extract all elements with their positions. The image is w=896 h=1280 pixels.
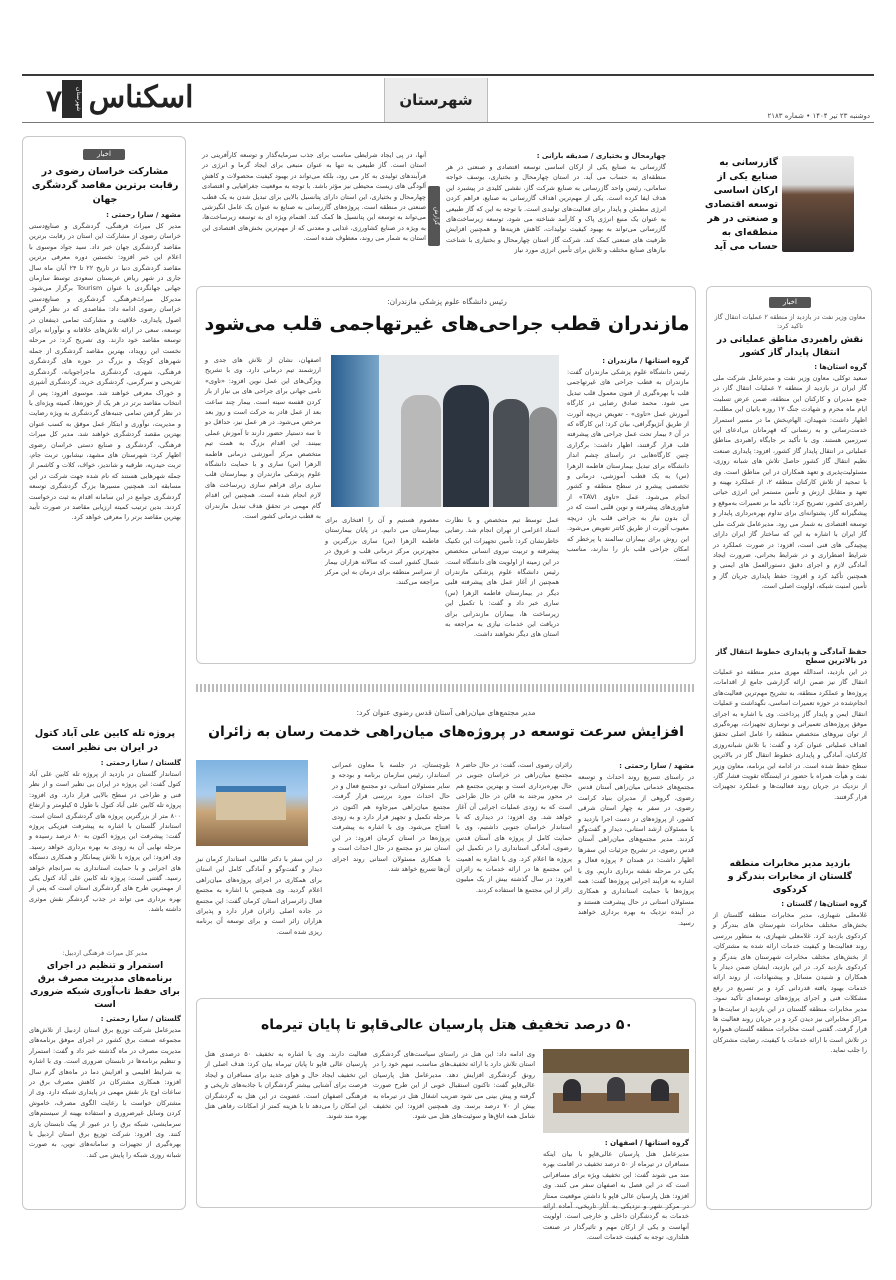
lead-text-col-2: آنها، در پی ایجاد شرایطی مناسب برای جذب سرمایه‌گذار و توسعه کارآفرینی در استان است. گاز طبیعی به تنها به عنوان منبعی برای ایجاد گرما و انرژی در فرآیندهای تولیدی به کار می رود، بلکه می‌تواند در بهبود کیفیت محصولات و کاهش آلودگی های زیست محیطی نیز مؤثر باشد. با توجه به موقعیت جغرافیایی و اقتصادی چهارمحال و بختیاری، این استان دارای پتانسیل بالایی برای تبدیل شدن به یک قطب صنعتی در منطقه است. پروژه‌های گازرسانی به صنایع به عنوان یک عامل انگیزشی می‌تواند به توسعه این پتانسیل ها کمک کند. اهتمام ویژه ای به توسعه زیرساخت‌ها، به ویژه در صنایع کشاورزی، غذایی و معدنی که از مهم‌ترین بخش‌های اقتصادی این استان به شمار می روند، معطوف شده است.	[202, 151, 426, 243]
left-story-3-kicker: مدیر کل میراث فرهنگی اردبیل:	[62, 949, 148, 957]
right-story-2-body: غلامعلی شهبازی، مدیر مخابرات منطقه گلستان از بخش‌های مختلف مخابرات شهرستان های بندرگز و کردکوی بازدید کرد. غلامعلی شهبازی، به منظور بررسی روند فعالیت‌ها و کیفیت خدمات ارائه شده به مشترکان، از بخش‌های مختلف مخابرات شهرستان های بندرگز و کردکوی بازدید کرد. در این بازدید، ایشان ضمن دیدار با همکاران و شنیدن مسائل و پیشنهادات، از روند ارائه خدمات بهبود یافته قدردانی کرد و بر تسریع در رفع مشکلات فنی و اجرای پروژه‌های توسعه‌ای تأکید نمود. مدیر مخابرات منطقه گلستان در این بازدید از سایت‌ها و مراکز مخابراتی نیز دیدن کرد و در جریان روند فعالیت ها قرار گرفت. گفتنی است مخابرات منطقه گلستان همواره در تلاش است با ارائه خدمات با کیفیت، رضایت مشترکان را جلب نماید.	[713, 911, 867, 1055]
hotel-text-col-1: مدیرعامل هتل پارسیان عالی‌قاپو با بیان اینکه مسافران در تیرماه از ۵۰ درصد تخفیف در اقامت بهره مند می شوند گفت: این تخفیف ویژه برای مسافرانی است که در این فصل به اصفهان سفر می کنند. وی افزود: هتل پارسیان عالی قاپو با داشتن موقعیت ممتاز در مرکز شهر و نزدیکی به آثار تاریخی، آماده ارائه خدمات به گردشگران داخلی و خارجی است. اولویت آنهاست و یکی از ارکان مهم و تاثیرگذار در صنعت هتلداری، توجه به کیفیت خدمات است.	[543, 1150, 689, 1242]
lead-text-col-1: گازرسانی به صنایع یکی از ارکان اساسی توسعه اقتصادی و صنعتی در هر منطقه‌ای به حساب می آید. در استان چهارمحال و بختیاری، یوسف خواجه سامانی، رئیس واحد گازرسانی به صنایع شرکت گاز، نقشی کلیدی در پیشبرد این هدف ایفا کرده است. یکی از مهم‌ترین اهداف گازرسانی به صنایع، فراهم کردن انرژی مطمئن و پایدار برای فعالیت‌های تولیدی است. با توجه به این که گاز طبیعی به عنوان یک منبع انرژی پاک و کارآمد شناخته می شود، توسعه زیرساخت‌های گازرسانی می‌تواند به بهبود کیفیت تولیدات، کاهش هزینه‌ها و همچنین افزایش ظرفیت های صنعتی کمک کند. شرکت گاز استان چهارمحال و بختیاری با شناخت نیازهای صنایع مختلف و تلاش برای تأمین انرژی مورد نیاز	[446, 163, 666, 255]
tourism-text-col-4: در این سفر با دکتر طالبی، استاندار کرمان نیز دیدار و گفت‌وگو و آمادگی کامل این استان برای همکاری در اجرای پروژه‌های میان‌راهی اعلام گردید. وی همچنین با اشاره به مجتمع فعال زائرسرای استان کرمان گفت: این مجتمع در جاده اصلی زائران قرار دارد و پذیرای هزاران زائر است و برای توسعه آن برنامه ریزی شده است.	[196, 855, 322, 936]
left-news-column	[22, 136, 186, 1210]
tourism-col-2	[456, 760, 572, 986]
heart-text-col-2: عمل توسط تیم متخصص و با نظارت استاد اعزامی از تهران انجام شد. رضایی خاطرنشان کرد: تأمین تجهیزات این تکنیک پیشرفته و تربیت نیروی انسانی متخصص در این زمینه از اولویت های دانشگاه است. رئیس دانشگاه علوم پزشکی مازندران همچنین از آغاز عمل های پیشرفته قلبی دیگر در بیمارستان فاطمه الزهرا (س) ساری خبر داد و گفت: با تکمیل این زیرساخت ها، بیماران مازندرانی برای دریافت این خدمات نیازی به مراجعه به استان های دیگر نخواهند داشت.	[445, 516, 559, 639]
right-column-tab: اخبار	[769, 297, 811, 308]
right-story-1-byline: گروه استان‌ها :	[814, 363, 867, 371]
heart-photo-person-4	[529, 407, 557, 507]
tourism-photo	[196, 760, 308, 846]
right-news-column	[706, 286, 872, 1210]
heart-title: مازندران قطب جراحی‌های غیرتهاجمی قلب می‌شود	[204, 313, 690, 335]
right-story-2-title: بازدید مدیر مخابرات منطقه گلستان از مخابرات بندرگز و کردکوی	[727, 859, 852, 895]
lead-portrait	[782, 156, 854, 252]
right-story-1-body: سعید توکلی، معاون وزیر نفت و مدیرعامل شرکت ملی گاز ایران در بازدید از منطقه ۲ عملیات انتقال گاز، در جمع مدیران و کارکنان این منطقه، ضمن عرض تسلیت ایام ماه محرم و شهادت جنگ ۱۲ روزه بانیان این مطلب، اظهار داشت: شهیدان، الهام‌بخش ما در مسیر استمرار خدمت‌رسانی و به رنسانی که قهرمانان بی‌ادعای این سرزمین هستند. وی با تأکید بر جایگاه راهبردی مناطق عملیاتی در انتقال پایدار گاز کشور، افزود: پایداری صنعت نظیم انتقال گاز کشور حاصل تلاش های شبانه روزی، مسئولیت‌پذیری و تعهد همکاران در این مناطق است. وی با تمجید از تلاش کارکنان منطقه ۲، از عملکرد بهینه و تعهد و متقابل ارزش و تأمین مستمر این انرژی حیاتی راهبردی کشور، تصریح کرد: تأکید ما بر تعمیرات به‌موقع و پیشگیرانه گاز، پشتوانه‌ای برای تداوم بهره‌برداری پایدار و توسعه اقتصادی به شمار می رود. مدیرعامل شرکت ملی گاز ایران با اشاره به این که ساختار گاز ایران دارای پیچیدگی های فنی است، افزود: در صورت عملکرد در شرایط اضطراری و در شرایط بحرانی، ضرورت ایجاد آمادگی لازم و اجرای دقیق دستورالعمل های ایمنی و همچنین تأکید کرد و افزود: حفظ پایداری جریان گاز و تأمین امنیت شبکه، اولویت اصلی است.	[713, 374, 867, 591]
left-story-1-title: مشارکت خراسان رضوی در رقابت برترین مقاصد گردشگری جهان	[31, 166, 179, 205]
left-story-3-byline: گلستان / سارا رحمتی :	[100, 1015, 181, 1023]
hotel-col-2	[373, 1049, 535, 1203]
right-story-1-title: نقش راهبردی مناطق عملیاتی در انتقال پایدار گاز کشور	[716, 335, 864, 358]
lead-title: گازرسانی به صنایع یکی از ارکان اساسی توسعه اقتصادی و صنعتی در هر منطقه‌ای به حساب می آید	[704, 157, 778, 252]
hotel-photo-person-3	[651, 1079, 669, 1101]
tourism-title: افزایش سرعت توسعه در پروژه‌های میان‌راهی خدمت رسان به زائران	[208, 724, 684, 740]
hotel-photo-person-2	[607, 1077, 625, 1101]
left-story-1	[29, 165, 181, 605]
right-story-2	[713, 855, 867, 1205]
lead-side-label: گزارش	[428, 186, 440, 246]
tourism-photo-building	[216, 786, 286, 820]
lead-byline: چهارمحال و بختیاری / صدیقه بارانی :	[536, 152, 666, 160]
heart-photo	[331, 355, 559, 507]
section-name: شهرستان	[384, 78, 488, 122]
heart-text-col-1: رئیس دانشگاه علوم پزشکی مازندران گفت: مازندران به قطب جراحی های غیرتهاجمی قلب با بهره‌گیری از فنون معمول قلب تبدیل می شود. محمد صادق رضایی در کارگاه آموزش عمل «تاوی» - تعویض دریچه آئورت از طریق آنژیوگرافی، بیان کرد: این کارگاه که در آن ۶ بیمار تحت عمل جراحی های پیشرفته قلب قرار گرفتند، اظهار داشت: برگزاری چنین کارگاه‌هایی در راستای چشم انداز دانشگاه برای تبدیل بیمارستان فاطمه الزهرا (س) به یک قطب آموزشی، درمانی و تخصصی پیشرو در سطح منطقه و کشور انجام می‌شود. عمل «تاوی TAVI» از فناوری‌های پیشرفته و نوین قلبی است که در آن بدون نیاز به جراحی قلب باز، دریچه معیوب آئورت از طریق کاتتر تعویض می‌شود. این روش برای بیماران سالمند یا پرخطر که امکان جراحی قلب باز را ندارند، مناسب است.	[567, 368, 689, 564]
left-story-2-body: استاندار گلستان در بازدید از پروژه تله کابین علی آباد کتول گفت: این پروژه در ایران بی نظیر است و از نظر فنی و طراحی در سطح بالایی قرار دارد. وی افزود: پروژه تله کابین علی آباد کتول با طول ۵ کیلومتر و ارتفاع ۸۰۰ متر از بزرگترین پروژه های گردشگری استان است. استاندار گلستان با اشاره به پیشرفت فیزیکی پروژه گفت: پیشرفت این پروژه اکنون به ۸۰ درصد رسیده و مرحله نهایی آن به زودی به بهره برداری خواهد رسید. وی افزود: این پروژه با تلاش پیمانکار و همکاری دستگاه های اجرایی و با حمایت استانداری به سرانجام خواهد رسید. گفتنی است: پروژه تله کابین علی آباد کتول یکی از مهمترین طرح های گردشگری استان است که پس از بهره برداری می تواند در جذب گردشگر نقش موثری داشته باشد.	[29, 770, 181, 914]
masthead-rule-bottom	[22, 122, 874, 123]
hotel-photo-person-1	[563, 1079, 581, 1101]
hotel-title-number: ۵۰	[615, 1017, 633, 1033]
hotel-photo	[543, 1049, 689, 1133]
heart-col-2	[445, 515, 559, 655]
right-story-1-kicker: معاون وزیر نفت در بازدید از منطقه ۲ عملیات انتقال گاز تاکید کرد:	[714, 313, 866, 330]
left-story-2-byline: گلستان / سارا رحمتی :	[100, 759, 181, 767]
tourism-byline: مشهد / سارا رحمتی :	[619, 762, 694, 770]
hotel-col-3	[205, 1049, 367, 1203]
tourism-text-col-1: در راستای تسریع روند احداث و توسعه مجتمع‌های خدماتی میان‌راهی آستان قدس رضوی، گروهی از مدیران بنیاد کرامت رضوی، در سفر به چهار استان شرقی کشور، از پروژه‌های در دست اجرا بازدید و با مسئولان ارشد استانی، دیدار و گفت‌وگو کردند. مدیر مجتمع‌های میان‌راهی آستان قدس رضوی، در تشریح جزئیات این سفرها اظهار داشت: در همدان ۶ پروژه فعال و یکی در مرحله نقشه برداری داریم. وی با اشاره به فرآیند اجرایی پروژه‌ها گفت: همه پروژه‌ها با حمایت استانداری و همکاری مسئولان استانی در حال پیشرفت هستند و در آینده نزدیک به بهره برداری خواهند رسید.	[578, 773, 694, 927]
lead-story	[196, 136, 872, 276]
heart-byline: گروه استانها / مازندران :	[602, 357, 689, 365]
lead-col-2	[202, 150, 426, 270]
left-story-2-title: پروژه تله کابین علی آباد کتول در ایران بی نظیر است	[34, 728, 176, 753]
tourism-story	[196, 674, 696, 990]
dateline: دوشنبه ۲۳ تیر ۱۴۰۴ • شماره ۲۱۸۳	[767, 112, 870, 120]
left-story-3-body: مدیرعامل شرکت توزیع برق استان اردبیل از تلاش‌های مجموعه صنعت برق کشور در اجرای موفق برنامه‌های مدیریت مصرف در ماه گذشته خبر داد و گفت: استمرار و تنظیم برنامه‌ها در تابستان ضروری است. وی با اشاره به شرایط اقلیمی و افزایش دما در ماه‌های گرم سال افزود: همکاری مشترکان در کاهش مصرف برق در ساعات اوج بار نقش مهمی در پایداری شبکه دارد. وی از مشترکان خواست با رعایت الگوی مصرف، خاموش کردن وسایل غیرضروری و استفاده بهینه از سیستم‌های سرمایشی، شبکه برق را در عبور از پیک تابستان یاری کنند. وی افزود: شرکت توزیع برق استان اردبیل با بهره‌گیری از تجهیزات و سامانه‌های نوین، به صورت شبانه روزی شبکه را پایش می کند.	[29, 1026, 181, 1159]
hotel-text-col-3: فعالیت دارند. وی با اشاره به تخفیف ۵۰ درصدی هتل پارسیان عالی قاپو تا پایان تیرماه بیان کرد: هدف اصلی از این تخفیف ایجاد حال و هوای جدید برای مسافران و ایجاد فرصت برای آشنایی بیشتر گردشگران با جاذبه‌های تاریخی و فرهنگی اصفهان است. عضویت در این هتل به گردشگران این امکان را می‌دهد تا با هزینه کمتر از امکانات رفاهی هتل بهره مند شوند.	[205, 1050, 367, 1121]
left-story-1-byline: مشهد / سارا رحمتی :	[106, 211, 181, 219]
heart-photo-person-2	[443, 385, 489, 507]
heart-text-col-3: معصوم هستیم و آن را افتخاری برای بیمارستان می دانیم. در پایان بیمارستان فاطمه الزهرا (س) ساری بزرگترین و مجهزترین مرکز درمانی قلب و عروق در شمال کشور است که سالانه هزاران بیمار از سراسر منطقه برای درمان به این مرکز مراجعه می‌کنند.	[325, 516, 439, 587]
right-story-1-body-2: در این بازدید، اسدالله مهری مدیر منطقه دو عملیات انتقال گاز نیز ضمن ارائه گزارشی جامع از اقدامات، پروژه‌ها و عملکرد منطقه، به تشریح مهم‌ترین فعالیت‌های انجام‌شده در حوزه تعمیرات اساسی، نگهداشت و عملیات انتقال ایمن و پایدار گاز پرداخت. وی با اشاره به اجرای موفق پروژه‌های تعمیراتی و نوسازی تجهیزات، بهره‌گیری از توان نیروهای متخصص منطقه را عامل اصلی تحقق اهداف عملیاتی عنوان کرد و گفت: با تلاش شبانه‌روزی کارکنان، آمادگی و پایداری خطوط انتقال گاز در بالاترین سطح حفظ شده است. در ادامه این برنامه، معاون وزیر نفت و هیأت همراه با حضور در ایستگاه تقویت فشار گاز، از نزدیک در جریان روند فعالیت‌ها و عملکرد تجهیزات قرار گرفتند.	[713, 668, 867, 801]
tourism-col-3	[332, 760, 450, 986]
heart-photo-banner	[331, 355, 379, 507]
left-story-3-title: استمرار و تنظیم در اجرای برنامه‌های مدیریت مصرف برق برای حفظ تاب‌آوری شبکه ضروری است	[30, 961, 180, 1010]
page-number: ۷	[45, 84, 63, 119]
left-column-tab: اخبار	[83, 149, 125, 160]
heart-kicker: رئیس دانشگاه علوم پزشکی مازندران:	[387, 297, 507, 306]
right-story-1	[713, 313, 867, 843]
heart-photo-person-1	[401, 395, 441, 507]
tourism-text-col-3: بلوچستان، در جلسه با معاون عمرانی استاندار، رئیس سازمان برنامه و بودجه و سایر مسئولان استانی، دو مجتمع فعال و در حال احداث مورد بررسی قرار گرفت. مجتمع میان‌راهی میرجاوه هم اکنون در مرحله تکمیل و تجهیز قرار دارد و به زودی افتتاح می‌شود. وی با اشاره به پیشرفت پروژه‌ها در استان کرمان افزود: در این استان نیز دو مجتمع در حال احداث است و با همکاری مسئولان استانی روند اجرای آن‌ها تسریع خواهد شد.	[332, 761, 450, 874]
hotel-photo-banner	[543, 1049, 689, 1073]
heart-col-4	[205, 355, 321, 655]
heart-text-col-4: اصفهان، نشان از تلاش های جدی و ارزشمند تیم درمانی دارد. وی با تشریح ویژگی‌های این عمل نوین افزود: «تاوی» نامی جهانی برای جراحی های بی نیاز از باز کردن قفسه سینه است. بیمار چند ساعت بعد از عمل قادر به حرکت است و روز بعد مرخص می‌شود. در هر عمل نیز، حداقل دو تا سه دستیار حضور دارند تا آموزش عملی ببینند. این اقدام بزرگ به همت تیم متخصص مرکز آموزشی درمانی فاطمه الزهرا (س) ساری و با حمایت دانشگاه علوم پزشکی مازندران و بیمارستان قلب ساری برای فراهم سازی زیرساخت های لازم انجام شده است. همچنین این اقدام گام مهمی در تحقق هدف تبدیل مازندران به قطب درمانی کشور است.	[205, 356, 321, 521]
tourism-divider	[196, 684, 696, 692]
hotel-text-col-2: وی ادامه داد: این هتل در راستای سیاست‌های گردشگری استان تلاش دارد با ارائه تخفیف‌های مناسب، سهم خود را در رونق گردشگری افزایش دهد. مدیرعامل هتل پارسیان عالی‌قاپو گفت: تاکنون استقبال خوبی از این طرح صورت گرفته و پیش بینی می شود ضریب اشغال هتل در تیرماه به بیش از ۷۰ درصد برسد. وی همچنین افزود: این تخفیف شامل همه اتاق‌ها و سوئیت‌های هتل می شود.	[373, 1050, 535, 1121]
newspaper-logo: اسکناس	[88, 80, 194, 115]
tourism-col-1	[578, 760, 694, 986]
tourism-text-col-2: زائران رضوی است، گفت: در حال حاضر ۸ مجتمع میان‌راهی در خراسان جنوبی در حال بهره‌برداری است و بهترین مجتمع هم در محور بیرجند به قائن در حال طراحی است که به زودی عملیات اجرایی آن آغاز خواهد شد. وی افزود: در دیداری که با استاندار خراسان جنوبی داشتیم، وی با حمایت کامل از پروژه های آستان قدس رضوی، آمادگی استانداری را در تکمیل این پروژه ها اعلام کرد. وی با اشاره به اهمیت این مجتمع ها در ارائه خدمات به زائران افزود: در سال گذشته بیش از یک میلیون زائر از این مجتمع ها استفاده کردند.	[456, 761, 572, 894]
tourism-col-4	[196, 854, 322, 986]
hotel-story	[196, 998, 696, 1242]
hotel-title-text: درصد تخفیف هتل پارسیان عالی‌قاپو تا پایان تیرماه	[261, 1017, 612, 1033]
heart-photo-person-3	[493, 399, 529, 507]
right-story-2-byline: گروه استان‌ها / گلستان :	[781, 900, 867, 908]
hotel-col-1	[543, 1137, 689, 1242]
lead-col-1	[446, 150, 666, 270]
lead-rule	[670, 152, 690, 262]
left-story-3	[29, 949, 181, 1205]
right-story-1-subhead: حفظ آمادگی و پایداری خطوط انتقال گاز در بالاترین سطح	[715, 647, 867, 665]
heart-col-3	[325, 515, 439, 655]
hotel-byline: گروه استانها / اصفهان :	[604, 1139, 689, 1147]
left-story-1-body: مدیر کل میراث فرهنگی، گردشگری و صنایع‌دستی خراسان رضوی از مشارکت این استان در رقابت برترین مقاصد گردشگری جهان خبر داد. سید جواد موسوی با اعلام این خبر افزود: نخستین دوره معرفی برترین مقاصد گردشگری دنیا در تاریخ ۲۲ تا ۲۴ آبان ماه سال جاری در شهر ریاض عربستان سعودی توسط سازمان جهانی جهانگردی با عنوان Tourism برگزار می‌شود. مدیرکل میراث‌فرهنگی، گردشگری و صنایع‌دستی خراسان رضوی ادامه داد: مقاصدی که در نظر گرفتن اصول پایداری، خلاقیت و مشارکت تمامی ذینفعان در توسعه، سعی در ارائه تلاش‌های خلاقانه و نوآورانه برای توسعه مقاصد خود دارند. وی تصریح کرد: در مرحله نخست این رویداد، بهترین مقاصد گردشگری از جمله شهرهای کوچک و بزرگ در حوزه های گردشگری فرهنگی، شهری، گردشگری ماجراجویانه، گردشگری تفریحی و سرگرمی، گردشگری خرید، گردشگری آشپزی و خوراک معرفی خواهند شد. موسوی افزود: پس از انتخاب مقاصد برتر در هر یک از حوزه‌ها، کمیته ویژه‌ای با در نظر گرفتن تمامی جنبه‌های گردشگری به ویژه رضایت و مدیریت، نوآوری و ابتکار عمل موفق به کسب عنوان بهترین مقصد گردشگری خواهند شد. مدیر کل میراث فرهنگی، گردشگری و صنایع دستی خراسان رضوی اظهار کرد: شهرستان های مشهد، نیشابور، تربت جام، تربت حیدریه، طرقبه و شاندیز، خواف، کلات و کاشمر از جمله شهرهایی هستند که نام شده جهت شرکت در این مسابقه اند. همچنین مسیرها بزرگ گردشگری توسعه گردشگری جوامع در این سامانه اقدام به ثبت درخواست کردند. بدین ترتیب کمیته ارزیابی مقاصد در صورت تأیید بهترین مقاصد برتر را معرفی خواهد کرد.	[29, 222, 181, 522]
logo-tag: شهرستان	[62, 80, 82, 118]
tourism-kicker: مدیر مجتمع‌های میان‌راهی آستان قدس رضوی عنوان کرد:	[356, 708, 536, 717]
heart-story	[196, 286, 696, 664]
masthead-rule-top	[22, 74, 874, 76]
left-story-2	[29, 727, 181, 967]
hotel-title	[197, 1017, 697, 1041]
heart-col-1	[567, 355, 689, 655]
